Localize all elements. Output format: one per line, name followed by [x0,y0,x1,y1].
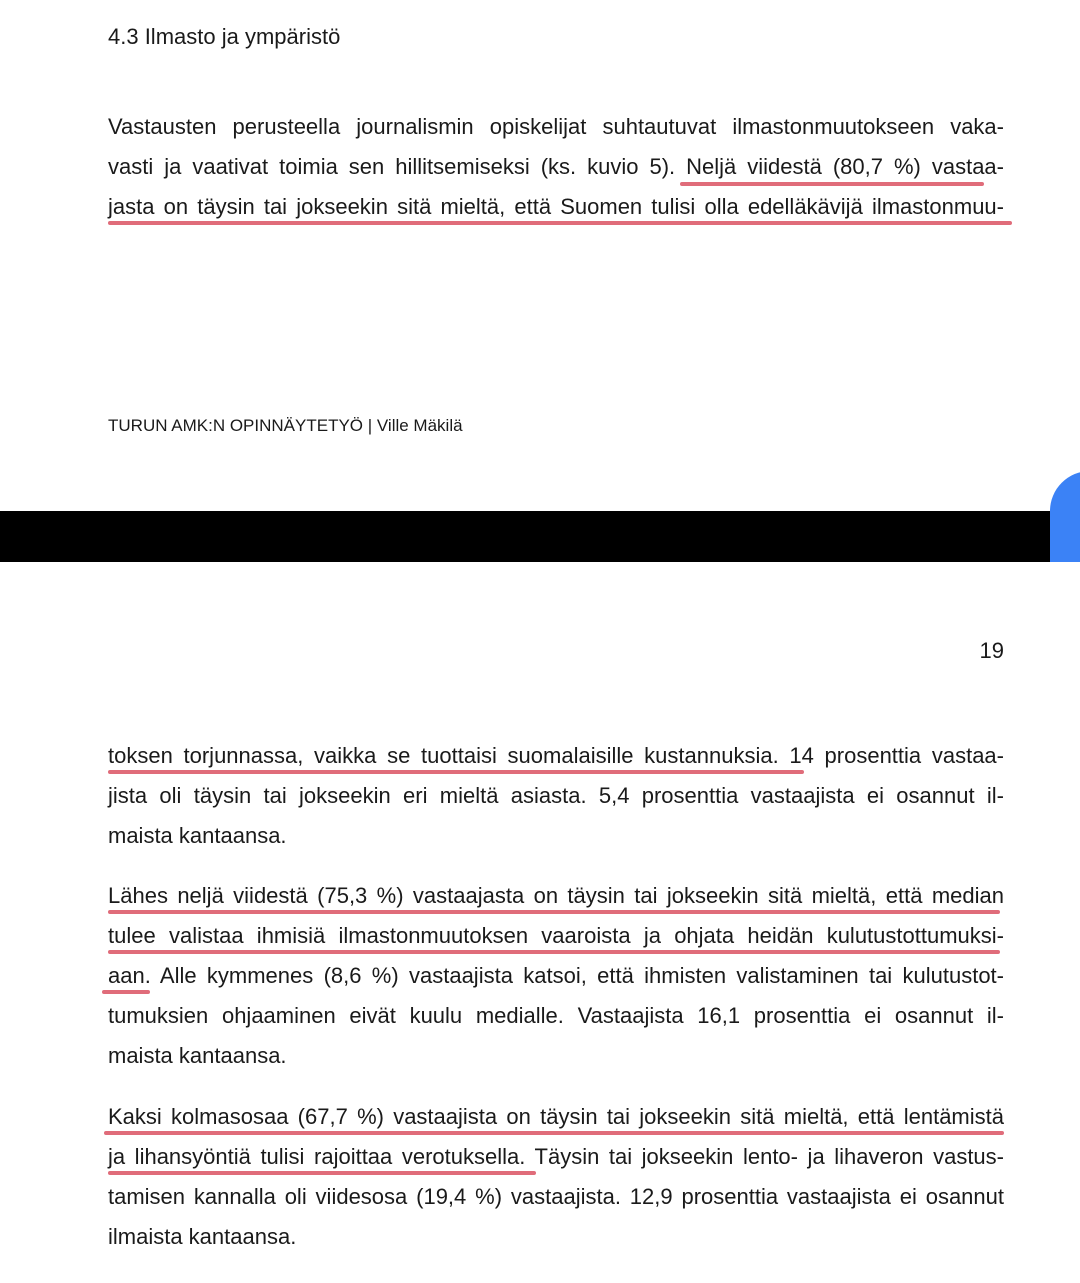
paragraph-line: Vastausten perusteella journalismin opiskelijat suhtautuvat ilmastonmuutokseen vaka- [108,114,1004,139]
paragraph-line: jasta on täysin tai jokseekin sitä mieltä, että Suomen tulisi olla edelläkävijä ilmastonmuu- [108,194,1004,219]
highlight-underline [102,990,150,994]
paragraph-line: aan. Alle kymmenes (8,6 %) vastaajista katsoi, että ihmisten valistaminen tai kulutustot- [108,963,1004,988]
highlight-underline [104,1131,1004,1135]
paragraph-line: ja lihansyöntiä tulisi rajoittaa verotuksella. Täysin tai jokseekin lento- ja lihaveron vastus- [108,1144,1004,1169]
paragraph-line: vasti ja vaativat toimia sen hillitsemiseksi (ks. kuvio 5). Neljä viidestä (80,7 %) vastaa- [108,154,1004,179]
paragraph-line: tulee valistaa ihmisiä ilmastonmuutoksen vaaroista ja ohjata heidän kulutustottumuksi- [108,923,1004,948]
document-page-18 [0,0,1080,511]
highlight-underline [108,950,1000,954]
highlight-underline [108,1171,536,1175]
paragraph-line: tumuksien ohjaaminen eivät kuulu medialle. Vastaajista 16,1 prosenttia ei osannut il- [108,1003,1004,1028]
page-number: 19 [979,638,1004,663]
paragraph-line: jista oli täysin tai jokseekin eri mieltä asiasta. 5,4 prosenttia vastaajista ei osannut il- [108,783,1004,808]
section-heading: 4.3 Ilmasto ja ympäristö [108,24,341,49]
paragraph-line: Lähes neljä viidestä (75,3 %) vastaajasta on täysin tai jokseekin sitä mieltä, että median [108,883,1004,908]
paragraph-line: tamisen kannalla oli viidesosa (19,4 %) vastaajista. 12,9 prosenttia vastaajista ei osannut [108,1184,1004,1209]
highlight-underline [108,910,1000,914]
page-footer: TURUN AMK:N OPINNÄYTETYÖ | Ville Mäkilä [108,416,463,435]
highlight-underline [680,182,984,186]
paragraph-line: ilmaista kantaansa. [108,1224,297,1249]
paragraph-line: maista kantaansa. [108,1043,287,1068]
paragraph-line: Kaksi kolmasosaa (67,7 %) vastaajista on täysin tai jokseekin sitä mieltä, että lentämistä [108,1104,1004,1129]
paragraph-line: toksen torjunnassa, vaikka se tuottaisi suomalaisille kustannuksia. 14 prosenttia vastaa- [108,743,1004,768]
highlight-underline [108,221,1012,225]
paragraph-line: maista kantaansa. [108,823,287,848]
page-separator [0,511,1080,562]
highlight-underline [108,770,804,774]
